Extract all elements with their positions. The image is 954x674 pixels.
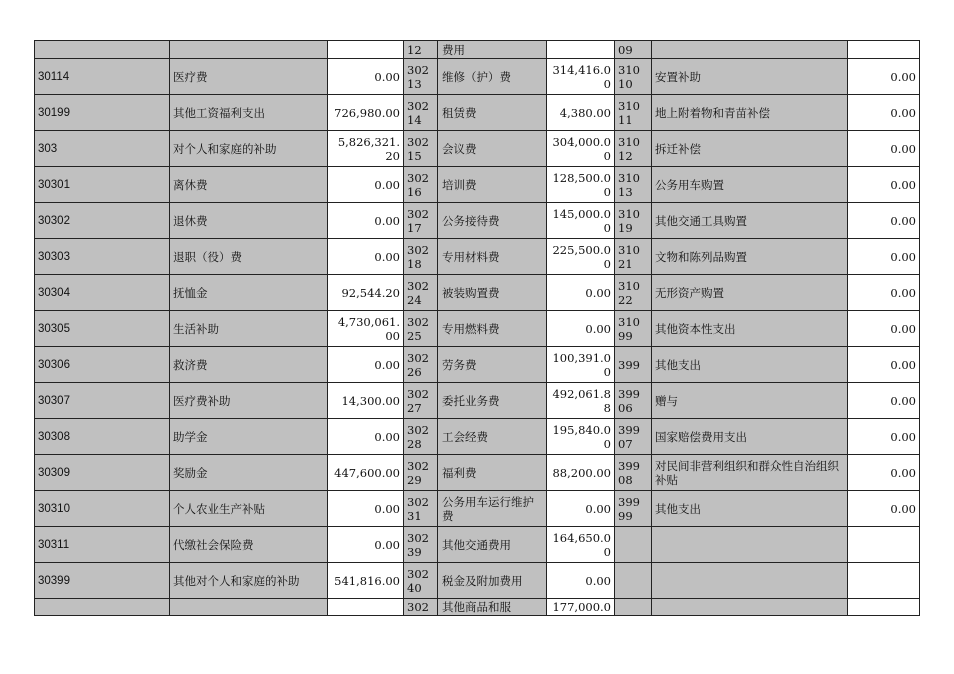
code-cell: 310 22	[615, 275, 652, 311]
name-cell: 安置补助	[652, 59, 848, 95]
code-cell: 302 31	[404, 491, 438, 527]
amount-cell: 0.00	[848, 131, 920, 167]
amount-cell: 0.00	[848, 491, 920, 527]
code-cell: 30114	[35, 59, 170, 95]
amount-cell: 0.00	[848, 311, 920, 347]
amount-cell: 0.00	[848, 59, 920, 95]
name-cell: 奖励金	[170, 455, 328, 491]
name-cell: 公务用车运行维护费	[438, 491, 547, 527]
table-row	[35, 311, 920, 347]
amount-cell: 0.00	[848, 239, 920, 275]
name-cell: 医疗费补助	[170, 383, 328, 419]
name-cell: 拆迁补偿	[652, 131, 848, 167]
code-cell: 302	[404, 599, 438, 616]
code-cell: 310 19	[615, 203, 652, 239]
name-cell: 助学金	[170, 419, 328, 455]
amount-cell: 0.00	[547, 275, 615, 311]
cell-empty	[35, 41, 170, 59]
code-cell: 302 18	[404, 239, 438, 275]
name-cell: 维修（护）费	[438, 59, 547, 95]
amount-cell: 5,826,321.20	[328, 131, 404, 167]
code-cell: 30302	[35, 203, 170, 239]
amount-cell: 164,650.00	[547, 527, 615, 563]
name-cell: 其他工资福利支出	[170, 95, 328, 131]
name-cell: 赠与	[652, 383, 848, 419]
code-cell: 302 26	[404, 347, 438, 383]
cell-empty	[170, 41, 328, 59]
code-cell: 302 17	[404, 203, 438, 239]
code-cell	[615, 563, 652, 599]
code-cell: 302 29	[404, 455, 438, 491]
amount-cell	[848, 527, 920, 563]
code-cell: 302 16	[404, 167, 438, 203]
table-row	[35, 599, 920, 616]
code-cell: 30306	[35, 347, 170, 383]
name-cell: 租赁费	[438, 95, 547, 131]
amount-cell: 0.00	[848, 419, 920, 455]
amount-cell	[848, 563, 920, 599]
name-cell: 抚恤金	[170, 275, 328, 311]
name-cell: 国家赔偿费用支出	[652, 419, 848, 455]
name-cell: 生活补助	[170, 311, 328, 347]
name-cell	[652, 527, 848, 563]
name-cell: 其他商品和服	[438, 599, 547, 616]
table-row	[35, 95, 920, 131]
amount-cell: 177,000.0	[547, 599, 615, 616]
amount-cell: 0.00	[328, 203, 404, 239]
code-cell: 30303	[35, 239, 170, 275]
amount-cell: 4,380.00	[547, 95, 615, 131]
cell-empty	[848, 599, 920, 616]
name-cell: 会议费	[438, 131, 547, 167]
code-cell: 303	[35, 131, 170, 167]
name-cell: 福利费	[438, 455, 547, 491]
amount-cell: 304,000.00	[547, 131, 615, 167]
table-row	[35, 59, 920, 95]
table-row	[35, 455, 920, 491]
name-cell: 对个人和家庭的补助	[170, 131, 328, 167]
code-cell: 30310	[35, 491, 170, 527]
amount-cell: 0.00	[328, 59, 404, 95]
amount-cell: 0.00	[328, 527, 404, 563]
name-cell: 专用燃料费	[438, 311, 547, 347]
name-cell	[652, 563, 848, 599]
table-row	[35, 275, 920, 311]
name-cell: 公务用车购置	[652, 167, 848, 203]
amount-cell: 541,816.00	[328, 563, 404, 599]
table-row	[35, 527, 920, 563]
amount-cell: 92,544.20	[328, 275, 404, 311]
name-cell: 其他交通费用	[438, 527, 547, 563]
code-cell: 30311	[35, 527, 170, 563]
code-cell: 302 13	[404, 59, 438, 95]
amount-cell: 0.00	[848, 347, 920, 383]
cell-empty	[615, 599, 652, 616]
code-cell: 302 40	[404, 563, 438, 599]
table-row	[35, 167, 920, 203]
amount-cell: 492,061.88	[547, 383, 615, 419]
amount-cell: 0.00	[328, 419, 404, 455]
amount-cell: 100,391.00	[547, 347, 615, 383]
amount-cell: 0.00	[328, 347, 404, 383]
amount-cell: 195,840.00	[547, 419, 615, 455]
budget-expenditure-table	[34, 40, 920, 616]
name-cell: 其他资本性支出	[652, 311, 848, 347]
name-cell: 个人农业生产补贴	[170, 491, 328, 527]
code-cell: 399 07	[615, 419, 652, 455]
code-cell: 30301	[35, 167, 170, 203]
amount-cell: 0.00	[848, 275, 920, 311]
code-cell: 302 28	[404, 419, 438, 455]
amount-cell: 0.00	[848, 167, 920, 203]
amount-cell: 0.00	[848, 455, 920, 491]
name-cell: 救济费	[170, 347, 328, 383]
amount-cell: 225,500.00	[547, 239, 615, 275]
amount-cell: 726,980.00	[328, 95, 404, 131]
name-cell: 公务接待费	[438, 203, 547, 239]
name-cell: 被装购置费	[438, 275, 547, 311]
name-cell: 退休费	[170, 203, 328, 239]
name-cell: 劳务费	[438, 347, 547, 383]
code-cell: 310 12	[615, 131, 652, 167]
name-cell: 文物和陈列品购置	[652, 239, 848, 275]
name-cell: 培训费	[438, 167, 547, 203]
table-row	[35, 203, 920, 239]
name-cell: 对民间非营利组织和群众性自治组织补贴	[652, 455, 848, 491]
amount-cell: 88,200.00	[547, 455, 615, 491]
code-cell: 310 11	[615, 95, 652, 131]
name-cell: 无形资产购置	[652, 275, 848, 311]
code-cell: 30199	[35, 95, 170, 131]
code-cell: 09	[615, 41, 652, 59]
code-cell: 399	[615, 347, 652, 383]
amount-cell: 0.00	[848, 383, 920, 419]
amount-cell: 128,500.00	[547, 167, 615, 203]
cell-empty	[328, 599, 404, 616]
name-cell: 退职（役）费	[170, 239, 328, 275]
code-cell: 399 99	[615, 491, 652, 527]
code-cell: 310 99	[615, 311, 652, 347]
amount-cell: 0.00	[547, 563, 615, 599]
code-cell: 30308	[35, 419, 170, 455]
cell-empty	[35, 599, 170, 616]
code-cell	[615, 527, 652, 563]
cell-empty	[652, 599, 848, 616]
amount-cell: 0.00	[328, 239, 404, 275]
name-cell: 地上附着物和青苗补偿	[652, 95, 848, 131]
table-row	[35, 563, 920, 599]
name-cell: 税金及附加费用	[438, 563, 547, 599]
code-cell: 302 14	[404, 95, 438, 131]
amount-cell: 0.00	[848, 95, 920, 131]
cell-empty	[170, 599, 328, 616]
amount-cell: 0.00	[547, 491, 615, 527]
code-cell: 399 06	[615, 383, 652, 419]
amount-cell: 14,300.00	[328, 383, 404, 419]
code-cell: 399 08	[615, 455, 652, 491]
table-row	[35, 41, 920, 59]
code-cell: 30309	[35, 455, 170, 491]
code-cell: 302 27	[404, 383, 438, 419]
name-cell: 医疗费	[170, 59, 328, 95]
table-row	[35, 347, 920, 383]
name-cell: 代缴社会保险费	[170, 527, 328, 563]
table-row	[35, 131, 920, 167]
amount-cell: 4,730,061.00	[328, 311, 404, 347]
name-cell: 离休费	[170, 167, 328, 203]
name-cell: 其他支出	[652, 347, 848, 383]
code-cell: 310 21	[615, 239, 652, 275]
code-cell: 30307	[35, 383, 170, 419]
table-row	[35, 419, 920, 455]
code-cell: 302 15	[404, 131, 438, 167]
name-cell: 专用材料费	[438, 239, 547, 275]
amount-cell	[547, 41, 615, 59]
name-cell: 其他对个人和家庭的补助	[170, 563, 328, 599]
amount-cell: 0.00	[328, 491, 404, 527]
code-cell: 310 13	[615, 167, 652, 203]
amount-cell: 314,416.00	[547, 59, 615, 95]
amount-cell	[848, 41, 920, 59]
cell-empty	[328, 41, 404, 59]
name-cell: 委托业务费	[438, 383, 547, 419]
name-cell: 其他交通工具购置	[652, 203, 848, 239]
code-cell: 30399	[35, 563, 170, 599]
table-row	[35, 383, 920, 419]
amount-cell: 0.00	[547, 311, 615, 347]
amount-cell: 0.00	[848, 203, 920, 239]
table-row	[35, 239, 920, 275]
amount-cell: 447,600.00	[328, 455, 404, 491]
code-cell: 302 39	[404, 527, 438, 563]
code-cell: 302 25	[404, 311, 438, 347]
code-cell: 30305	[35, 311, 170, 347]
code-cell: 310 10	[615, 59, 652, 95]
name-cell: 其他支出	[652, 491, 848, 527]
amount-cell: 0.00	[328, 167, 404, 203]
name-cell: 工会经费	[438, 419, 547, 455]
table-row	[35, 491, 920, 527]
name-cell	[652, 41, 848, 59]
code-cell: 12	[404, 41, 438, 59]
amount-cell: 145,000.00	[547, 203, 615, 239]
name-cell: 费用	[438, 41, 547, 59]
code-cell: 30304	[35, 275, 170, 311]
code-cell: 302 24	[404, 275, 438, 311]
